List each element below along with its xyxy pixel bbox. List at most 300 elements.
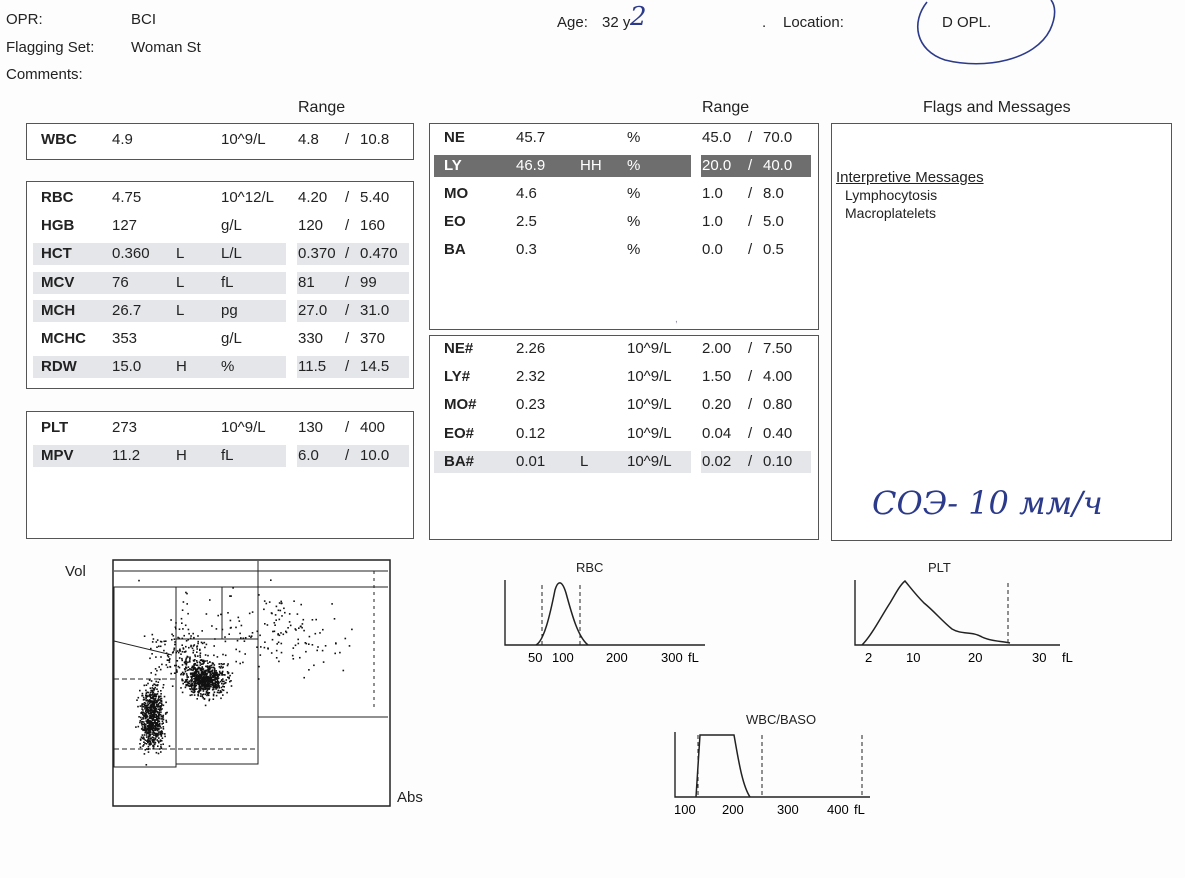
scatter-dot bbox=[285, 631, 287, 633]
scatter-dot bbox=[199, 649, 201, 651]
scatter-dot bbox=[345, 638, 347, 640]
scatter-dot bbox=[158, 646, 160, 648]
scatter-dot bbox=[193, 675, 195, 677]
scatter-dot bbox=[207, 662, 209, 664]
result-value: 127 bbox=[112, 217, 138, 235]
result-low: 0.04 bbox=[702, 424, 732, 442]
result-value: 0.3 bbox=[516, 241, 537, 258]
scatter-dot bbox=[201, 663, 203, 665]
scatter-dot bbox=[212, 684, 214, 686]
scatter-dot bbox=[144, 685, 146, 687]
result-high: 160 bbox=[360, 217, 386, 235]
wbc-range-sep: / bbox=[345, 131, 350, 148]
scatter-dot bbox=[156, 641, 158, 643]
scatter-dot bbox=[136, 699, 138, 701]
scatter-dot bbox=[281, 615, 283, 617]
result-unit: L/L bbox=[221, 245, 242, 263]
scatter-dot bbox=[161, 664, 163, 666]
scatter-dot bbox=[211, 667, 213, 669]
vol-abs-scatterplot bbox=[112, 559, 392, 809]
scatter-dot bbox=[161, 704, 163, 706]
scatter-dot bbox=[205, 694, 207, 696]
scatter-dot bbox=[182, 672, 184, 674]
scatter-dot bbox=[275, 614, 277, 616]
result-row-ne-abs bbox=[430, 337, 818, 361]
scatter-dot bbox=[206, 613, 208, 615]
scatter-dot bbox=[141, 706, 143, 708]
scatter-dot bbox=[138, 580, 140, 582]
scatter-dot bbox=[138, 697, 140, 699]
result-unit: fL bbox=[221, 447, 234, 464]
scatter-dot bbox=[152, 685, 154, 687]
result-row-mch bbox=[27, 299, 413, 323]
scatter-dot bbox=[187, 613, 189, 615]
scatter-dot bbox=[140, 705, 142, 707]
scatter-dot bbox=[149, 743, 151, 745]
result-sep: / bbox=[748, 424, 753, 442]
scatter-dot bbox=[155, 737, 157, 739]
scatter-dot bbox=[339, 652, 341, 654]
scatter-dot bbox=[223, 681, 225, 683]
result-unit: g/L bbox=[221, 217, 242, 235]
scatter-dot bbox=[150, 697, 152, 699]
result-row-mpv bbox=[27, 444, 413, 468]
scatter-dot bbox=[183, 647, 185, 649]
scatter-dot bbox=[298, 643, 300, 645]
scatter-dot bbox=[140, 738, 142, 740]
scatter-dot bbox=[313, 665, 315, 667]
scatter-dot bbox=[152, 705, 154, 707]
scatter-dot bbox=[302, 623, 304, 625]
scatter-dot bbox=[293, 600, 295, 602]
result-flag: L bbox=[176, 273, 185, 291]
scatter-dot bbox=[163, 705, 165, 707]
result-high: 0.10 bbox=[763, 452, 793, 470]
scatter-dot bbox=[164, 644, 166, 646]
rbc-tick-unit: fL bbox=[688, 650, 699, 665]
scatter-dot bbox=[175, 665, 177, 667]
scatter-dot bbox=[194, 644, 196, 646]
scatter-dot bbox=[275, 619, 277, 621]
message-macroplatelets: Macroplatelets bbox=[845, 205, 937, 221]
scatter-dot bbox=[166, 664, 168, 666]
scatter-dot bbox=[195, 677, 197, 679]
scatter-dot bbox=[139, 690, 141, 692]
scatter-dot bbox=[153, 702, 155, 704]
scatter-dot bbox=[209, 661, 211, 663]
scatter-dot bbox=[213, 667, 215, 669]
scatter-dot bbox=[160, 696, 162, 698]
scatter-dot bbox=[155, 707, 157, 709]
scatter-dot bbox=[194, 664, 196, 666]
comments-label: Comments: bbox=[6, 66, 83, 83]
scatter-dot bbox=[243, 638, 245, 640]
scatter-dot bbox=[258, 594, 260, 596]
scatter-dot bbox=[230, 620, 232, 622]
scatter-dot bbox=[200, 652, 202, 654]
scatter-dot bbox=[197, 655, 199, 657]
scatter-dot bbox=[189, 661, 191, 663]
scatter-dot bbox=[278, 661, 280, 663]
result-row-mo bbox=[430, 182, 818, 206]
scatter-dot bbox=[151, 717, 153, 719]
scatter-dot bbox=[223, 683, 225, 685]
scatter-dot bbox=[143, 724, 145, 726]
result-high: 31.0 bbox=[360, 301, 390, 319]
scatter-dot bbox=[160, 711, 162, 713]
scatter-dot bbox=[244, 653, 246, 655]
scatter-dot bbox=[179, 628, 181, 630]
scatter-dot bbox=[217, 678, 219, 680]
scatter-dot bbox=[178, 652, 180, 654]
scatter-dot bbox=[185, 666, 187, 668]
result-name: BA bbox=[444, 241, 466, 258]
rbc-tick: 50 bbox=[528, 650, 543, 665]
scatter-dot bbox=[197, 643, 199, 645]
scatter-dot bbox=[158, 681, 160, 683]
scatter-dot bbox=[165, 713, 167, 715]
result-sep: / bbox=[345, 217, 350, 235]
scatter-dot bbox=[279, 619, 281, 621]
scatter-dot bbox=[218, 684, 220, 686]
scatter-dot bbox=[266, 603, 268, 605]
result-value: 0.360 bbox=[112, 245, 150, 263]
result-high: 70.0 bbox=[763, 129, 793, 146]
result-low: 45.0 bbox=[702, 129, 732, 146]
scatter-dot bbox=[202, 667, 204, 669]
scatter-dot bbox=[197, 694, 199, 696]
scatter-dot bbox=[186, 673, 188, 675]
scatter-dot bbox=[271, 652, 273, 654]
scatter-dot bbox=[221, 687, 223, 689]
result-flag: HH bbox=[580, 157, 602, 174]
scatter-dot bbox=[297, 613, 299, 615]
result-low: 4.20 bbox=[298, 189, 328, 206]
result-row-plt bbox=[27, 416, 413, 440]
result-name: NE# bbox=[444, 340, 474, 357]
age-value: 32 y bbox=[602, 14, 631, 31]
scatter-dot bbox=[227, 663, 229, 665]
scatter-dot bbox=[154, 732, 156, 734]
scatter-dot bbox=[143, 697, 145, 699]
scatter-dot bbox=[180, 653, 182, 655]
scatter-dot bbox=[183, 601, 185, 603]
scatter-dot bbox=[157, 706, 159, 708]
scatter-dot bbox=[239, 651, 241, 653]
scatter-dot bbox=[185, 671, 187, 673]
scatter-dot bbox=[196, 646, 198, 648]
scatter-dot bbox=[174, 672, 176, 674]
result-unit: % bbox=[627, 129, 641, 146]
scatter-dot bbox=[242, 662, 244, 664]
scatter-dot bbox=[150, 738, 152, 740]
scatter-dot bbox=[163, 715, 165, 717]
scatter-dot bbox=[169, 661, 171, 663]
scatter-dot bbox=[187, 656, 189, 658]
scatter-dot bbox=[156, 694, 158, 696]
scatter-dot bbox=[173, 649, 175, 651]
handwritten-esr-note: СОЭ- 10 мм/ч bbox=[872, 484, 1103, 522]
scatter-dot bbox=[280, 632, 282, 634]
scatter-dot bbox=[210, 686, 212, 688]
scatter-dot bbox=[334, 618, 336, 620]
scatter-dot bbox=[349, 645, 351, 647]
result-high: 14.5 bbox=[360, 358, 390, 376]
scatter-dot bbox=[167, 659, 169, 661]
scatter-dot bbox=[157, 639, 159, 641]
scatter-dot bbox=[145, 697, 147, 699]
result-low: 1.50 bbox=[702, 368, 732, 386]
scatter-dot bbox=[175, 628, 177, 630]
scatter-dot bbox=[211, 665, 213, 667]
scatter-dot bbox=[221, 666, 223, 668]
scatter-dot bbox=[150, 700, 152, 702]
scatter-dot bbox=[218, 663, 220, 665]
scatter-dot bbox=[149, 716, 151, 718]
scatter-dot bbox=[283, 608, 285, 610]
scatter-dot bbox=[196, 671, 198, 673]
scatter-dot bbox=[274, 622, 276, 624]
result-row-eo bbox=[430, 210, 818, 234]
scatter-dot bbox=[214, 664, 216, 666]
result-low: 20.0 bbox=[702, 157, 732, 174]
result-value: 26.7 bbox=[112, 301, 142, 319]
result-name: RDW bbox=[41, 358, 77, 376]
scatter-dot bbox=[209, 677, 211, 679]
scatter-dot bbox=[179, 650, 181, 652]
result-low: 81 bbox=[298, 273, 315, 291]
scatter-dot bbox=[152, 748, 154, 750]
scatter-dot bbox=[157, 708, 159, 710]
scatter-dot bbox=[322, 650, 324, 652]
scatter-dot bbox=[159, 731, 161, 733]
result-row-hct bbox=[27, 242, 413, 266]
scatter-dot bbox=[141, 721, 143, 723]
scatter-dot bbox=[164, 733, 166, 735]
scatter-dot bbox=[162, 737, 164, 739]
scatter-dot bbox=[276, 657, 278, 659]
scatter-dot bbox=[229, 681, 231, 683]
scatter-dot bbox=[204, 647, 206, 649]
scatter-dot bbox=[267, 624, 269, 626]
scatter-dot bbox=[137, 706, 139, 708]
scatter-dot bbox=[142, 734, 144, 736]
result-high: 7.50 bbox=[763, 340, 793, 357]
diff-absolute-box bbox=[429, 335, 819, 540]
scatter-dot bbox=[156, 727, 158, 729]
scatter-dot bbox=[158, 727, 160, 729]
scatter-dot bbox=[160, 751, 162, 753]
scatter-dot bbox=[220, 698, 222, 700]
scatter-dot bbox=[205, 678, 207, 680]
result-low: 2.00 bbox=[702, 340, 732, 357]
scatter-dot bbox=[209, 692, 211, 694]
result-value: 11.2 bbox=[112, 447, 141, 464]
result-flag: L bbox=[176, 245, 185, 263]
scatter-dot bbox=[158, 720, 160, 722]
scatter-dot bbox=[178, 666, 180, 668]
wbc-unit: 10^9/L bbox=[221, 131, 266, 148]
scatter-dot bbox=[207, 693, 209, 695]
scatter-dot bbox=[312, 619, 314, 621]
scatter-dot bbox=[152, 724, 154, 726]
scatter-dot bbox=[157, 691, 159, 693]
scatter-dot bbox=[215, 672, 217, 674]
scatter-dot bbox=[221, 683, 223, 685]
scatter-dot bbox=[149, 721, 151, 723]
scatter-dot bbox=[222, 686, 224, 688]
wbc-tick: 400 bbox=[827, 802, 849, 817]
result-row-mo-abs bbox=[430, 393, 818, 417]
scatter-dot bbox=[295, 645, 297, 647]
scatter-dot bbox=[143, 721, 145, 723]
scatter-dot bbox=[155, 668, 157, 670]
wbc-box bbox=[26, 123, 414, 160]
wbc-range-low: 4.8 bbox=[298, 131, 319, 148]
scatter-dot bbox=[157, 685, 159, 687]
scatter-dot bbox=[156, 670, 158, 672]
scatter-dot bbox=[210, 684, 212, 686]
scatter-dot bbox=[160, 744, 162, 746]
scatter-dot bbox=[160, 646, 162, 648]
scatter-dot bbox=[199, 680, 201, 682]
scatter-dot bbox=[289, 621, 291, 623]
scatter-dot bbox=[155, 674, 157, 676]
result-flag: H bbox=[176, 447, 187, 464]
scatter-dot bbox=[219, 671, 221, 673]
scatter-dot bbox=[214, 691, 216, 693]
scatter-dot bbox=[232, 672, 234, 674]
scatter-dot bbox=[260, 654, 262, 656]
result-value: 2.5 bbox=[516, 213, 537, 230]
scatter-dot bbox=[214, 675, 216, 677]
scatter-dot bbox=[264, 623, 266, 625]
flagging-set-value: Woman St bbox=[131, 39, 201, 56]
scatter-dot bbox=[147, 729, 149, 731]
scatter-dot bbox=[185, 661, 187, 663]
scatter-dot bbox=[193, 637, 195, 639]
scatter-dot bbox=[250, 637, 252, 639]
scatter-dot bbox=[161, 723, 163, 725]
scatter-dot bbox=[227, 673, 229, 675]
scatter-dot bbox=[153, 739, 155, 741]
result-unit: 10^9/L bbox=[627, 340, 672, 357]
result-low: 130 bbox=[298, 419, 324, 436]
scatter-dot bbox=[199, 668, 201, 670]
scatter-dot bbox=[153, 706, 155, 708]
scatter-dot bbox=[182, 628, 184, 630]
scatter-dot bbox=[150, 648, 152, 650]
opr-label: OPR: bbox=[6, 11, 43, 28]
scatter-dot bbox=[150, 687, 152, 689]
scatter-dot bbox=[140, 717, 142, 719]
scatter-dot bbox=[287, 627, 289, 629]
scatter-dot bbox=[159, 724, 161, 726]
opr-value: BCI bbox=[131, 11, 157, 28]
result-high: 370 bbox=[360, 330, 386, 347]
scatter-dot bbox=[154, 722, 156, 724]
scatter-dot bbox=[144, 699, 146, 701]
scatter-dot bbox=[331, 603, 333, 605]
result-high: 0.5 bbox=[763, 241, 784, 258]
result-high: 0.80 bbox=[763, 396, 793, 414]
scatter-dot bbox=[151, 680, 153, 682]
result-low: 0.02 bbox=[702, 452, 732, 470]
scatter-dot bbox=[182, 683, 184, 685]
scatter-dot bbox=[144, 734, 146, 736]
scatter-dot bbox=[144, 715, 146, 717]
scatter-dot bbox=[199, 661, 201, 663]
scatter-dot bbox=[201, 642, 203, 644]
result-row-ne bbox=[430, 126, 818, 150]
scatter-dot bbox=[216, 695, 218, 697]
scatter-dot bbox=[139, 722, 141, 724]
scatter-dot bbox=[264, 647, 266, 649]
scatter-dot bbox=[214, 638, 216, 640]
scatter-dot bbox=[187, 670, 189, 672]
scatter-dot bbox=[158, 711, 160, 713]
scatter-dot bbox=[240, 637, 242, 639]
scatter-dot bbox=[182, 679, 184, 681]
scatter-dot bbox=[148, 724, 150, 726]
scatter-dot bbox=[188, 676, 190, 678]
scatter-dot bbox=[156, 646, 158, 648]
scatter-dot bbox=[276, 643, 278, 645]
scatter-dot bbox=[201, 684, 203, 686]
scatter-dot bbox=[199, 655, 201, 657]
scatter-dot bbox=[323, 661, 325, 663]
interpretive-messages-title: Interpretive Messages bbox=[836, 169, 984, 186]
result-name: HGB bbox=[41, 217, 75, 235]
scatter-dot bbox=[193, 650, 195, 652]
result-sep: / bbox=[345, 245, 350, 263]
scatter-dot bbox=[220, 681, 222, 683]
scatter-dot bbox=[270, 579, 272, 581]
scatter-dot bbox=[325, 645, 327, 647]
scatter-dot bbox=[152, 694, 154, 696]
scatter-dot bbox=[147, 683, 149, 685]
scatter-dot bbox=[160, 669, 162, 671]
scatter-dot bbox=[145, 720, 147, 722]
scatter-dot bbox=[205, 680, 207, 682]
location-label: Location: bbox=[783, 14, 844, 31]
scatter-dot bbox=[184, 681, 186, 683]
scatter-dot bbox=[201, 670, 203, 672]
scatter-dot bbox=[252, 611, 254, 613]
scatter-dot bbox=[163, 684, 165, 686]
scatter-dot bbox=[185, 687, 187, 689]
scatter-dot bbox=[158, 731, 160, 733]
scatter-dot bbox=[196, 651, 198, 653]
scatter-dot bbox=[146, 705, 148, 707]
age-label: Age: bbox=[557, 14, 588, 31]
scatter-dot bbox=[174, 648, 176, 650]
scatter-dot bbox=[142, 693, 144, 695]
scatter-dot bbox=[188, 666, 190, 668]
scatter-dot bbox=[351, 629, 353, 631]
result-name: HCT bbox=[41, 245, 72, 263]
scatter-dot bbox=[257, 631, 259, 633]
scatter-dot bbox=[219, 687, 221, 689]
scatter-dot bbox=[155, 709, 157, 711]
result-name: EO# bbox=[444, 424, 475, 442]
scatter-dot bbox=[224, 674, 226, 676]
scatter-dot bbox=[192, 691, 194, 693]
wbc-tick: 200 bbox=[722, 802, 744, 817]
result-sep: / bbox=[345, 447, 350, 464]
scatter-dot bbox=[147, 742, 149, 744]
scatter-dot bbox=[167, 667, 169, 669]
